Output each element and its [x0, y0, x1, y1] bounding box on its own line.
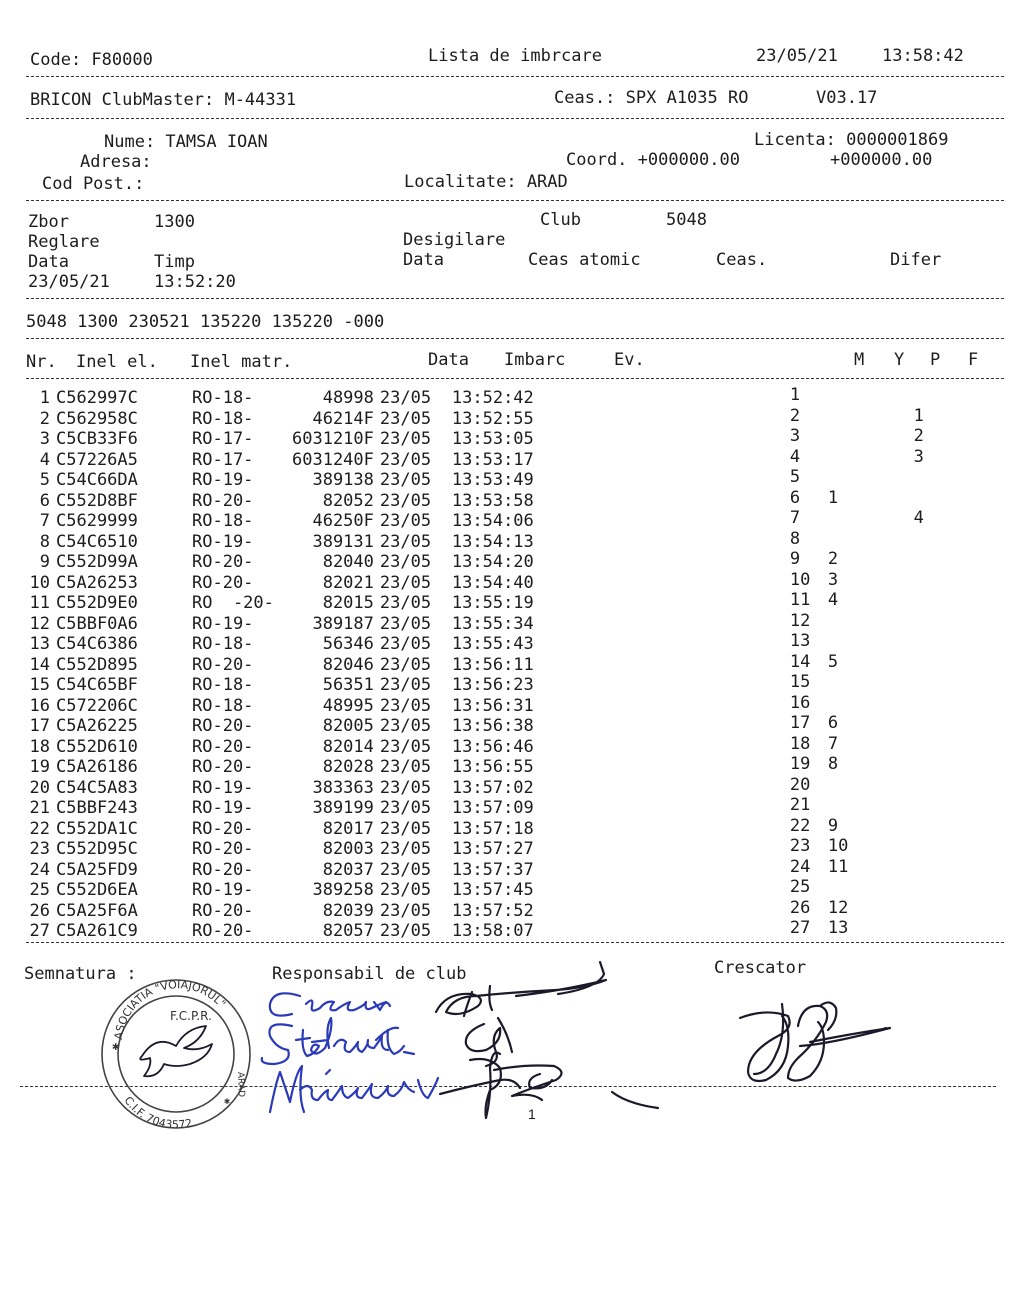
y-value-text: 4: [827, 590, 839, 610]
boarding-date: 23/05: [379, 470, 432, 490]
m-value-text: 18: [789, 733, 811, 754]
handwritten-names: [262, 993, 438, 1112]
m-value-text: 11: [789, 590, 811, 610]
m-value-text: 13: [789, 631, 811, 651]
electronic-ring: C552DA1C: [56, 818, 138, 839]
col-nr: Nr.: [26, 352, 57, 372]
boarding-time: 13:58:07: [451, 921, 534, 941]
col-m: M: [854, 350, 865, 370]
clock-id: Ceas.: SPX A1035 RO: [554, 88, 749, 108]
electronic-ring: C552D895: [56, 654, 138, 675]
col-y: Y: [894, 350, 905, 370]
row-number: 13: [29, 634, 50, 654]
row-number: 19: [29, 757, 50, 777]
boarding-date: 23/05: [379, 408, 432, 429]
boarding-date: 23/05: [379, 736, 432, 757]
y-value-text: 10: [827, 836, 849, 856]
m-value-text: 23: [789, 836, 811, 856]
difference-label: Difer: [890, 250, 942, 270]
boarding-date: 23/05: [379, 490, 432, 511]
ring-number: 389131: [312, 531, 374, 552]
ring-prefix: RO-20-: [192, 818, 254, 839]
row-number: 14: [29, 654, 50, 675]
row-number: 17: [29, 716, 50, 736]
m-value-text: 6: [789, 487, 801, 508]
electronic-ring: C5A25F6A: [56, 900, 138, 921]
row-number: 23: [29, 839, 50, 859]
code-label: Code: F80000: [30, 50, 153, 70]
ring-number: 82014: [322, 736, 374, 757]
ring-number: 82057: [322, 921, 374, 941]
boarding-time: 13:57:09: [451, 798, 534, 818]
col-f: F: [968, 350, 979, 370]
boarding-time: 13:55:34: [451, 613, 534, 634]
col-ring-number: Inel matr.: [190, 352, 293, 372]
breeder-signature: [740, 1002, 890, 1081]
page-title: Lista de imbrcare: [428, 46, 602, 66]
y-value-text: 7: [827, 733, 839, 754]
stamp-top-text: ASOCIATIA "VOIAJORUL": [111, 978, 229, 1041]
ring-number: 56346: [322, 634, 374, 654]
row-number: 5: [39, 470, 50, 490]
electronic-ring: C54C65BF: [56, 675, 138, 695]
ring-prefix: RO-17-: [192, 449, 254, 470]
m-value-text: 24: [789, 856, 811, 877]
boarding-date: 23/05: [379, 654, 432, 675]
setting-date: 23/05/21: [28, 272, 110, 292]
boarding-date: 23/05: [379, 429, 432, 449]
ring-prefix: RO-19-: [192, 613, 254, 634]
boarding-time: 13:57:02: [451, 777, 534, 798]
f-value-text: 1: [913, 405, 924, 426]
m-value-text: 3: [789, 426, 801, 446]
license-number: Licenta: 0000001869: [754, 130, 949, 150]
electronic-ring: C5CB33F6: [56, 429, 138, 449]
ring-prefix: RO-17-: [192, 429, 254, 449]
boarding-time: 13:53:58: [451, 490, 534, 511]
boarding-time: 13:56:23: [451, 675, 534, 695]
m-value-text: 15: [789, 672, 811, 692]
ring-prefix: RO-20-: [192, 490, 254, 511]
ring-prefix: RO-20-: [192, 654, 254, 675]
owner-name: Nume: TAMSA IOAN: [104, 132, 268, 152]
association-stamp: [102, 978, 250, 1131]
ring-prefix: RO-19-: [192, 798, 254, 818]
boarding-time: 13:54:40: [451, 572, 534, 593]
ring-prefix: RO-19-: [192, 531, 254, 552]
club-label: Club: [540, 210, 581, 230]
electronic-ring: C54C6510: [56, 531, 138, 552]
ring-number: 48998: [322, 388, 374, 408]
m-value-text: 19: [789, 754, 811, 774]
setting-time: 13:52:20: [154, 272, 236, 292]
boarding-time: 13:56:38: [451, 716, 534, 736]
m-value-text: 9: [789, 549, 801, 569]
ring-prefix: RO-18-: [192, 695, 254, 716]
m-value-text: 20: [789, 774, 811, 795]
boarding-time: 13:56:55: [451, 757, 534, 777]
row-number: 10: [29, 572, 50, 593]
boarding-time: 13:54:20: [451, 552, 534, 572]
coordinates: Coord. +000000.00: [566, 150, 740, 170]
col-boarding: Imbarc: [504, 350, 566, 370]
m-value-text: 21: [789, 795, 811, 815]
electronic-ring: C5BBF0A6: [56, 613, 138, 634]
stamp-org: F.C.P.R.: [170, 1009, 212, 1023]
row-number: 24: [29, 859, 50, 880]
m-value-text: 14: [789, 651, 811, 672]
boarding-date: 23/05: [379, 634, 432, 654]
electronic-ring: C552D8BF: [56, 490, 138, 511]
setting-label: Reglare: [28, 232, 100, 252]
dove-icon: [140, 1026, 212, 1076]
club-value: 5048: [666, 210, 707, 230]
boarding-date: 23/05: [379, 798, 432, 818]
ring-prefix: RO-20-: [192, 839, 254, 859]
ring-number: 82052: [322, 490, 374, 511]
col-p: P: [930, 350, 941, 370]
row-number: 27: [29, 921, 50, 941]
ring-number: 82005: [322, 716, 374, 736]
m-value-text: 17: [789, 713, 811, 733]
row-number: 18: [29, 736, 50, 757]
boarding-date: 23/05: [379, 388, 432, 408]
ring-number: 389138: [312, 470, 374, 490]
ring-prefix: RO-18-: [192, 675, 254, 695]
stamp-star-icon: ✱: [112, 1039, 120, 1053]
boarding-time: 13:53:49: [451, 470, 534, 490]
ring-prefix: RO-20-: [192, 921, 254, 941]
row-number: 9: [39, 552, 50, 572]
electronic-ring: C562958C: [56, 408, 138, 429]
electronic-ring: C552D610: [56, 736, 138, 757]
boarding-date: 23/05: [379, 593, 432, 613]
y-value-text: 3: [827, 569, 839, 590]
locality: Localitate: ARAD: [404, 172, 568, 192]
boarding-time: 13:54:13: [451, 531, 534, 552]
unsealing-label: Desigilare: [403, 230, 506, 250]
electronic-ring: C5A26253: [56, 572, 138, 593]
col-date: Data: [428, 350, 469, 370]
electronic-ring: C572206C: [56, 695, 138, 716]
boarding-time: 13:56:31: [451, 695, 534, 716]
boarding-date: 23/05: [379, 716, 432, 736]
y-value-text: 12: [827, 897, 849, 918]
ring-prefix: RO-20-: [192, 736, 254, 757]
ring-prefix: RO-20-: [192, 552, 254, 572]
f-value-text: 4: [913, 508, 924, 528]
stamp-cif: C.I.F. 7043572: [121, 1094, 194, 1132]
ring-prefix: RO-20-: [192, 716, 254, 736]
ring-prefix: RO-20-: [192, 900, 254, 921]
row-number: 4: [39, 449, 50, 470]
setting-date-label: Data: [28, 252, 69, 272]
m-value-text: 4: [789, 446, 801, 467]
row-number: 6: [39, 490, 50, 511]
boarding-date: 23/05: [379, 859, 432, 880]
boarding-time: 13:57:52: [451, 900, 534, 921]
m-value-text: 16: [789, 692, 811, 713]
ring-prefix: RO-19-: [192, 777, 254, 798]
ring-number: 82021: [322, 572, 374, 593]
y-value-text: 13: [827, 918, 849, 938]
ring-prefix: RO-20-: [192, 859, 254, 880]
m-value-text: 10: [789, 569, 811, 590]
boarding-time: 13:57:27: [451, 839, 534, 859]
boarding-date: 23/05: [379, 839, 432, 859]
y-value-text: 1: [827, 487, 839, 508]
ring-prefix: RO-18-: [192, 408, 254, 429]
electronic-ring: C552D6EA: [56, 880, 138, 900]
y-value-text: 9: [827, 815, 839, 836]
electronic-ring: C57226A5: [56, 449, 138, 470]
boarding-date: 23/05: [379, 511, 432, 531]
boarding-time: 13:53:17: [451, 449, 534, 470]
row-number: 25: [29, 880, 50, 900]
ring-number: 383363: [312, 777, 374, 798]
boarding-date: 23/05: [379, 900, 432, 921]
page-number: 1: [528, 1106, 536, 1122]
m-value-text: 22: [789, 815, 811, 836]
stamp-city: ARAD: [235, 1071, 246, 1098]
ring-number: 6031210F: [292, 429, 374, 449]
flight-label: Zbor: [28, 212, 69, 232]
col-event: Ev.: [614, 350, 645, 370]
breeder-label: Crescator: [714, 958, 807, 978]
ring-number: 82028: [322, 757, 374, 777]
f-value-text: 3: [913, 446, 924, 467]
ring-number: 82015: [322, 593, 374, 613]
stamp-star-icon: ✱: [224, 1096, 231, 1107]
boarding-time: 13:52:42: [451, 388, 534, 408]
y-value-text: 8: [827, 754, 839, 774]
postal-code-label: Cod Post.:: [42, 174, 145, 194]
row-number: 2: [39, 408, 50, 429]
boarding-time: 13:57:18: [451, 818, 534, 839]
row-number: 15: [29, 675, 50, 695]
signature-label: Semnatura :: [24, 964, 137, 984]
ring-number: 46214F: [312, 408, 374, 429]
ring-prefix: RO-18-: [192, 388, 254, 408]
electronic-ring: C552D95C: [56, 839, 138, 859]
ring-number: 82040: [322, 552, 374, 572]
m-value-text: 12: [789, 610, 811, 631]
boarding-date: 23/05: [379, 675, 432, 695]
atomic-clock-label: Ceas atomic: [528, 250, 641, 270]
clock-label: Ceas.: [716, 250, 768, 270]
row-number: 22: [29, 818, 50, 839]
electronic-ring: C5A261C9: [56, 921, 138, 941]
col-electronic-ring: Inel el.: [76, 352, 158, 372]
m-value-text: 1: [789, 385, 801, 405]
boarding-time: 13:56:11: [451, 654, 534, 675]
ring-prefix: RO-19-: [192, 880, 254, 900]
ring-number: 82046: [322, 654, 374, 675]
print-date: 23/05/21: [756, 46, 838, 66]
ring-prefix: RO-20-: [192, 757, 254, 777]
row-number: 21: [29, 798, 50, 818]
ring-number: 46250F: [312, 511, 374, 531]
f-value-text: 2: [913, 426, 924, 446]
unsealing-date-label: Data: [403, 250, 444, 270]
electronic-ring: C5BBF243: [56, 798, 138, 818]
electronic-ring: C5629999: [56, 511, 138, 531]
boarding-date: 23/05: [379, 531, 432, 552]
electronic-ring: C5A26186: [56, 757, 138, 777]
row-number: 3: [39, 429, 50, 449]
boarding-date: 23/05: [379, 757, 432, 777]
ring-prefix: RO-20-: [192, 572, 254, 593]
boarding-date: 23/05: [379, 921, 432, 941]
boarding-time: 13:53:05: [451, 429, 534, 449]
boarding-time: 13:52:55: [451, 408, 534, 429]
y-value-text: 5: [827, 651, 839, 672]
ring-number: 82003: [322, 839, 374, 859]
m-value-text: 25: [789, 877, 811, 897]
electronic-ring: C562997C: [56, 388, 138, 408]
boarding-date: 23/05: [379, 613, 432, 634]
boarding-time: 13:57:37: [451, 859, 534, 880]
setting-time-label: Timp: [154, 252, 195, 272]
boarding-date: 23/05: [379, 449, 432, 470]
ring-number: 82017: [322, 818, 374, 839]
ring-number: 82037: [322, 859, 374, 880]
boarding-date: 23/05: [379, 777, 432, 798]
m-value-text: 5: [789, 467, 801, 487]
y-value-text: 6: [827, 713, 839, 733]
address-label: Adresa:: [80, 152, 152, 172]
boarding-date: 23/05: [379, 695, 432, 716]
boarding-time: 13:54:06: [451, 511, 534, 531]
electronic-ring: C54C66DA: [56, 470, 138, 490]
row-number: 20: [29, 777, 50, 798]
boarding-date: 23/05: [379, 880, 432, 900]
clock-version: V03.17: [816, 88, 878, 108]
ring-number: 6031240F: [292, 449, 374, 470]
row-number: 7: [39, 511, 50, 531]
flight-value: 1300: [154, 212, 195, 232]
coordinates-second: +000000.00: [830, 150, 933, 170]
m-value-text: 27: [789, 918, 811, 938]
boarding-date: 23/05: [379, 552, 432, 572]
electronic-ring: C54C5A83: [56, 777, 138, 798]
row-number: 12: [29, 613, 50, 634]
boarding-time: 13:55:19: [451, 593, 534, 613]
boarding-time: 13:55:43: [451, 634, 534, 654]
electronic-ring: C5A25FD9: [56, 859, 138, 880]
electronic-ring: C552D9E0: [56, 593, 138, 613]
ring-prefix: RO -20-: [192, 593, 274, 613]
print-time: 13:58:42: [882, 46, 964, 66]
row-number: 1: [39, 388, 50, 408]
m-value-text: 8: [789, 528, 801, 549]
m-value-text: 7: [789, 508, 801, 528]
y-value-text: 2: [827, 549, 839, 569]
responsible-signature: [436, 962, 658, 1118]
club-responsible-label: Responsabil de club: [272, 964, 467, 984]
boarding-date: 23/05: [379, 818, 432, 839]
ring-number: 389199: [312, 798, 374, 818]
boarding-date: 23/05: [379, 572, 432, 593]
flight-code-line: 5048 1300 230521 135220 135220 -000: [26, 312, 385, 332]
boarding-time: 13:56:46: [451, 736, 534, 757]
row-number: 8: [39, 531, 50, 552]
ring-number: 82039: [322, 900, 374, 921]
ring-number: 56351: [322, 675, 374, 695]
electronic-ring: C5A26225: [56, 716, 138, 736]
ring-prefix: RO-18-: [192, 634, 254, 654]
row-number: 11: [29, 593, 50, 613]
ring-prefix: RO-18-: [192, 511, 254, 531]
m-value-text: 26: [789, 897, 811, 918]
ring-number: 48995: [322, 695, 374, 716]
club-master: BRICON ClubMaster: M-44331: [30, 90, 297, 110]
ring-number: 389187: [312, 613, 374, 634]
boarding-time: 13:57:45: [451, 880, 534, 900]
row-number: 26: [29, 900, 50, 921]
y-value-text: 11: [827, 856, 849, 877]
ring-number: 389258: [312, 880, 374, 900]
row-number: 16: [29, 695, 50, 716]
m-value-text: 2: [789, 405, 801, 426]
electronic-ring: C54C6386: [56, 634, 138, 654]
electronic-ring: C552D99A: [56, 552, 138, 572]
ring-prefix: RO-19-: [192, 470, 254, 490]
